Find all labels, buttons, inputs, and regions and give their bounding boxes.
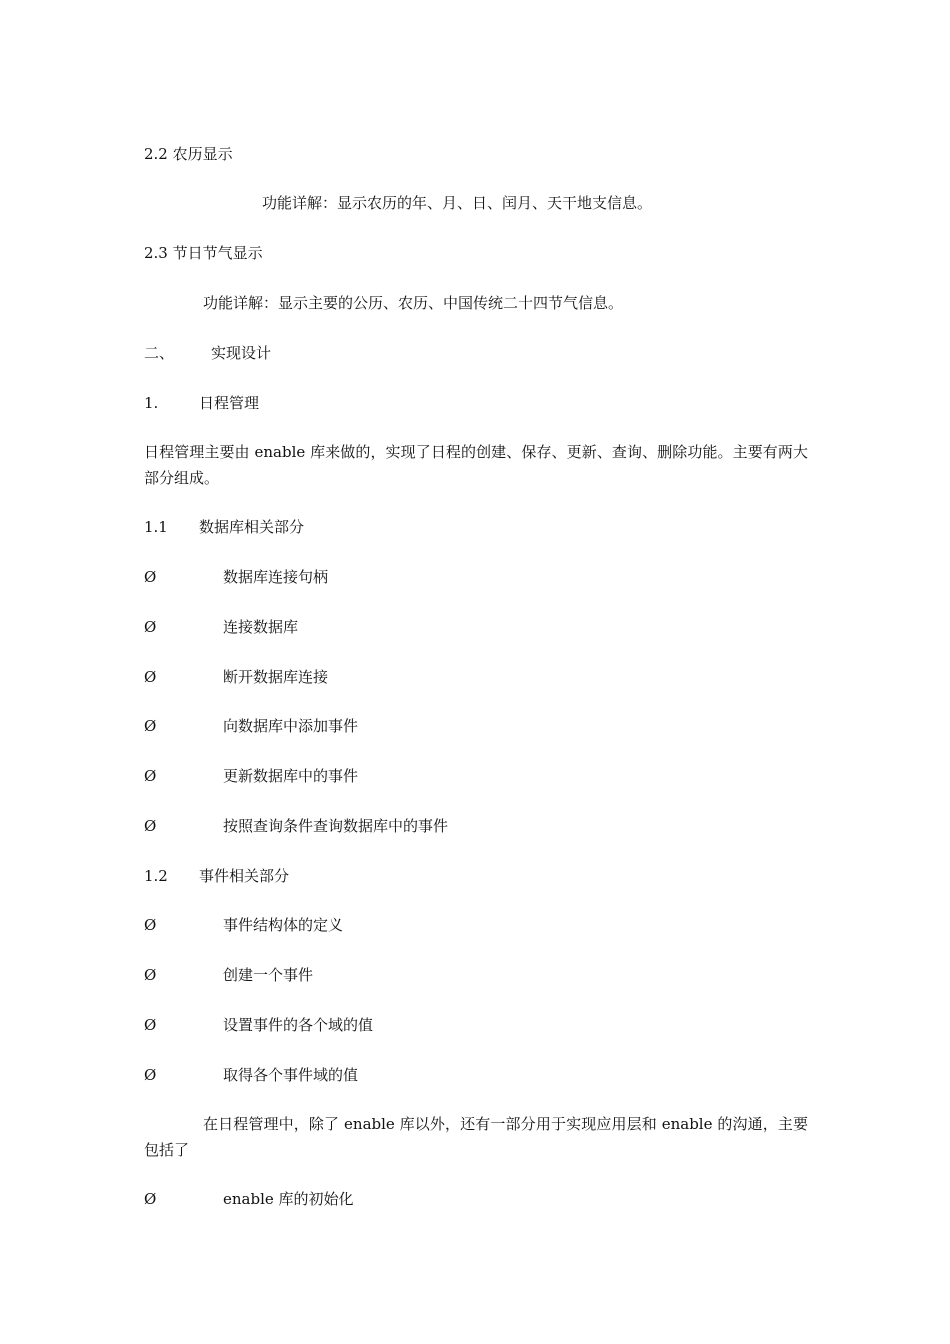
sub-1-2-title: 事件相关部分 [199, 867, 290, 885]
sub-1-1-marker: 1.1 [144, 518, 168, 536]
sub-1-2-marker: 1.2 [144, 867, 168, 885]
bullet-text: 向数据库中添加事件 [223, 717, 359, 735]
detail-2-3: 功能详解：显示主要的公历、农历、中国传统二十四节气信息。 [203, 294, 624, 312]
bullet-text: 更新数据库中的事件 [223, 767, 359, 785]
bullet-icon: Ø [144, 668, 157, 686]
sub-1-1-title: 数据库相关部分 [199, 518, 305, 536]
bullet-icon: Ø [144, 916, 157, 934]
bullet-icon: Ø [144, 966, 157, 984]
bullet-icon: Ø [144, 1066, 157, 1084]
bullet-text: 设置事件的各个域的值 [223, 1016, 374, 1034]
item-1-intro: 日程管理主要由 enable 库来做的，实现了日程的创建、保存、更新、查询、删除功能。主要有两大部分组成。 [144, 443, 808, 487]
bullet-text: 按照查询条件查询数据库中的事件 [223, 817, 449, 835]
part-2-title: 实现设计 [211, 344, 272, 362]
bullet-text: 断开数据库连接 [223, 668, 329, 686]
heading-2-2: 2.2 农历显示 [144, 145, 233, 163]
detail-2-2: 功能详解：显示农历的年、月、日、闰月、天干地支信息。 [262, 194, 653, 212]
bullet-text: 事件结构体的定义 [223, 916, 344, 934]
closing-paragraph: 在日程管理中，除了 enable 库以外，还有一部分用于实现应用层和 enable 的沟通，主要包括了 [144, 1115, 808, 1159]
bullet-icon: Ø [144, 717, 157, 735]
part-2-marker: 二、 [144, 344, 175, 362]
bullet-icon: Ø [144, 1016, 157, 1034]
bullet-icon: Ø [144, 568, 157, 586]
item-1-title: 日程管理 [199, 394, 260, 412]
bullet-icon: Ø [144, 618, 157, 636]
bullet-icon: Ø [144, 1190, 157, 1208]
bullet-text: 数据库连接句柄 [223, 568, 329, 586]
item-1-marker: 1. [144, 394, 159, 412]
bullet-text: 取得各个事件域的值 [223, 1066, 359, 1084]
bullet-text: 连接数据库 [223, 618, 299, 636]
bullet-icon: Ø [144, 767, 157, 785]
bullet-text: enable 库的初始化 [223, 1190, 354, 1208]
bullet-icon: Ø [144, 817, 157, 835]
heading-2-3: 2.3 节日节气显示 [144, 244, 263, 262]
bullet-text: 创建一个事件 [223, 966, 314, 984]
